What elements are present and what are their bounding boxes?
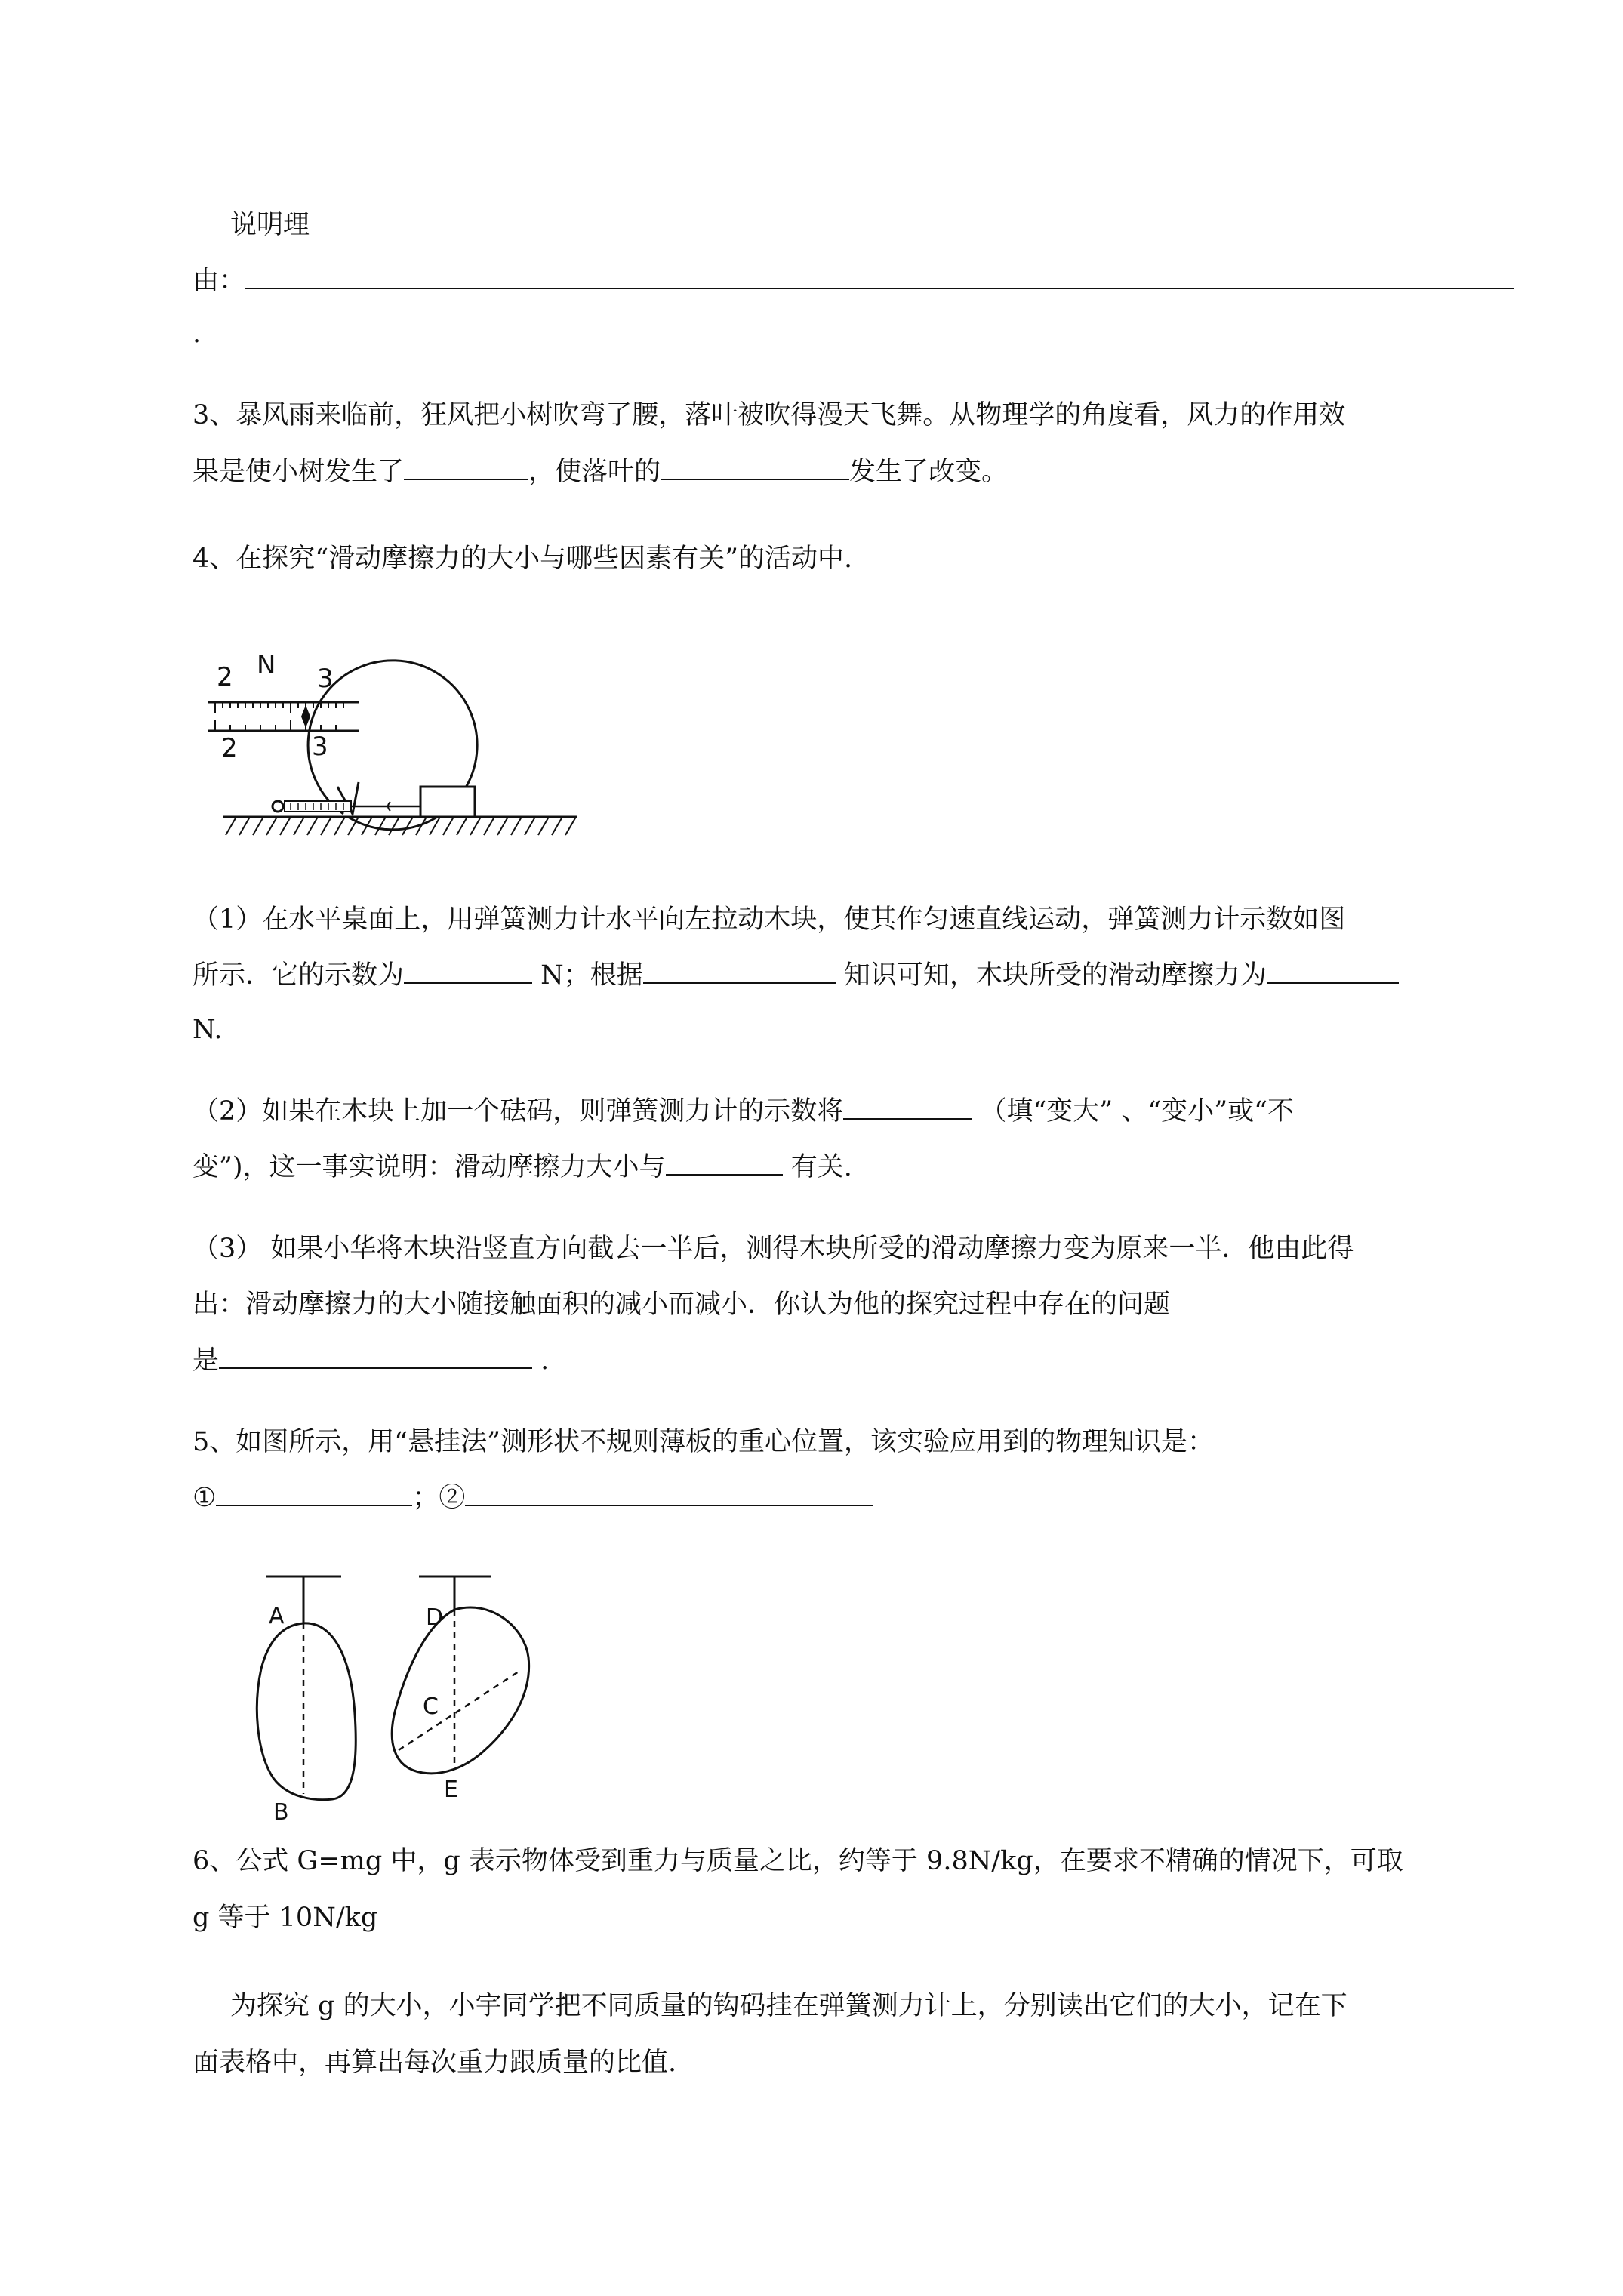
reason-label-line1: 说明理 [230,210,310,240]
q3-line2: 果是使小树发生了 ，使落叶的 发生了改变。 [192,457,1009,487]
q4-p2-line1: （2）如果在木块上加一个砝码，则弹簧测力计的示数将 （填“变大” 、“变小”或“不 [192,1096,1294,1126]
label-b: B [273,1799,289,1823]
reason-label-line2: 由： [192,264,1514,297]
spring-scale-figure [192,627,585,853]
scale-unit-label: N [257,650,276,680]
q4-p1-line2: 所示．它的示数为 N；根据 知识可知，木块所受的滑动摩擦力为 [192,959,1399,992]
label-d: D [426,1604,444,1631]
q6-line4: 面表格中，再算出每次重力跟质量的比值. [192,2048,677,2078]
q6-line1: 6、公式 G=mg 中，g 表示物体受到重力与质量之比，约等于 9.8N/kg，在要求不精确的情况下，可取 [192,1846,1403,1876]
q4-p2-line2: 变”)，这一事实说明：滑动摩擦力大小与 有关. [192,1152,852,1182]
q5-line1: 5、如图所示，用“悬挂法”测形状不规则薄板的重心位置，该实验应用到的物理知识是： [192,1427,1215,1457]
q4-problem-blank[interactable] [219,1345,532,1369]
q3-line1: 3、暴风雨来临前，狂风把小树吹弯了腰，落叶被吹得漫天飞舞。从物理学的角度看，风力的作用效 [192,400,1346,430]
label-c: C [423,1693,439,1720]
reason-end-dot: . [192,319,202,349]
q4-p3-line1: （3） 如果小华将木块沿竖直方向截去一半后，测得木块所受的滑动摩擦力变为原来一半．他由此得 [192,1234,1354,1264]
scale-tick-top-right: 3 [317,664,334,694]
reason-answer-blank[interactable] [245,265,1514,289]
scale-tick-top-left: 2 [217,662,233,692]
scale-tick-bottom-right: 3 [312,732,328,762]
q4-p3-line3: 是 . [192,1345,550,1376]
q3-blank-1[interactable] [404,456,528,480]
q4-knowledge-blank[interactable] [643,960,836,984]
q5-blank-1[interactable] [216,1482,412,1506]
label-e: E [444,1777,458,1803]
q4-factor-blank[interactable] [666,1151,783,1176]
q5-line2: ① ；② [192,1481,873,1515]
q4-p1-line3: N. [192,1015,223,1045]
q4-title: 4、在探究“滑动摩擦力的大小与哪些因素有关”的活动中. [192,544,853,574]
q6-line2: g 等于 10N/kg [192,1903,378,1933]
q3-blank-2[interactable] [661,456,849,480]
q4-change-blank[interactable] [843,1096,972,1120]
q4-p3-line2: 出：滑动摩擦力的大小随接触面积的减小而减小．你认为他的探究过程中存在的问题 [192,1290,1171,1320]
q6-line3: 为探究 g 的大小，小宇同学把不同质量的钩码挂在弹簧测力计上，分别读出它们的大小，记在下 [230,1991,1347,2021]
q4-reading-blank[interactable] [404,960,532,984]
q5-blank-2[interactable] [465,1482,873,1506]
suspension-method-figure [242,1570,559,1823]
q4-friction-blank[interactable] [1267,960,1399,984]
label-a: A [269,1603,285,1629]
scale-tick-bottom-left: 2 [221,733,238,763]
q4-p1-line1: （1）在水平桌面上，用弹簧测力计水平向左拉动木块，使其作匀速直线运动，弹簧测力计示数如图 [192,905,1346,935]
